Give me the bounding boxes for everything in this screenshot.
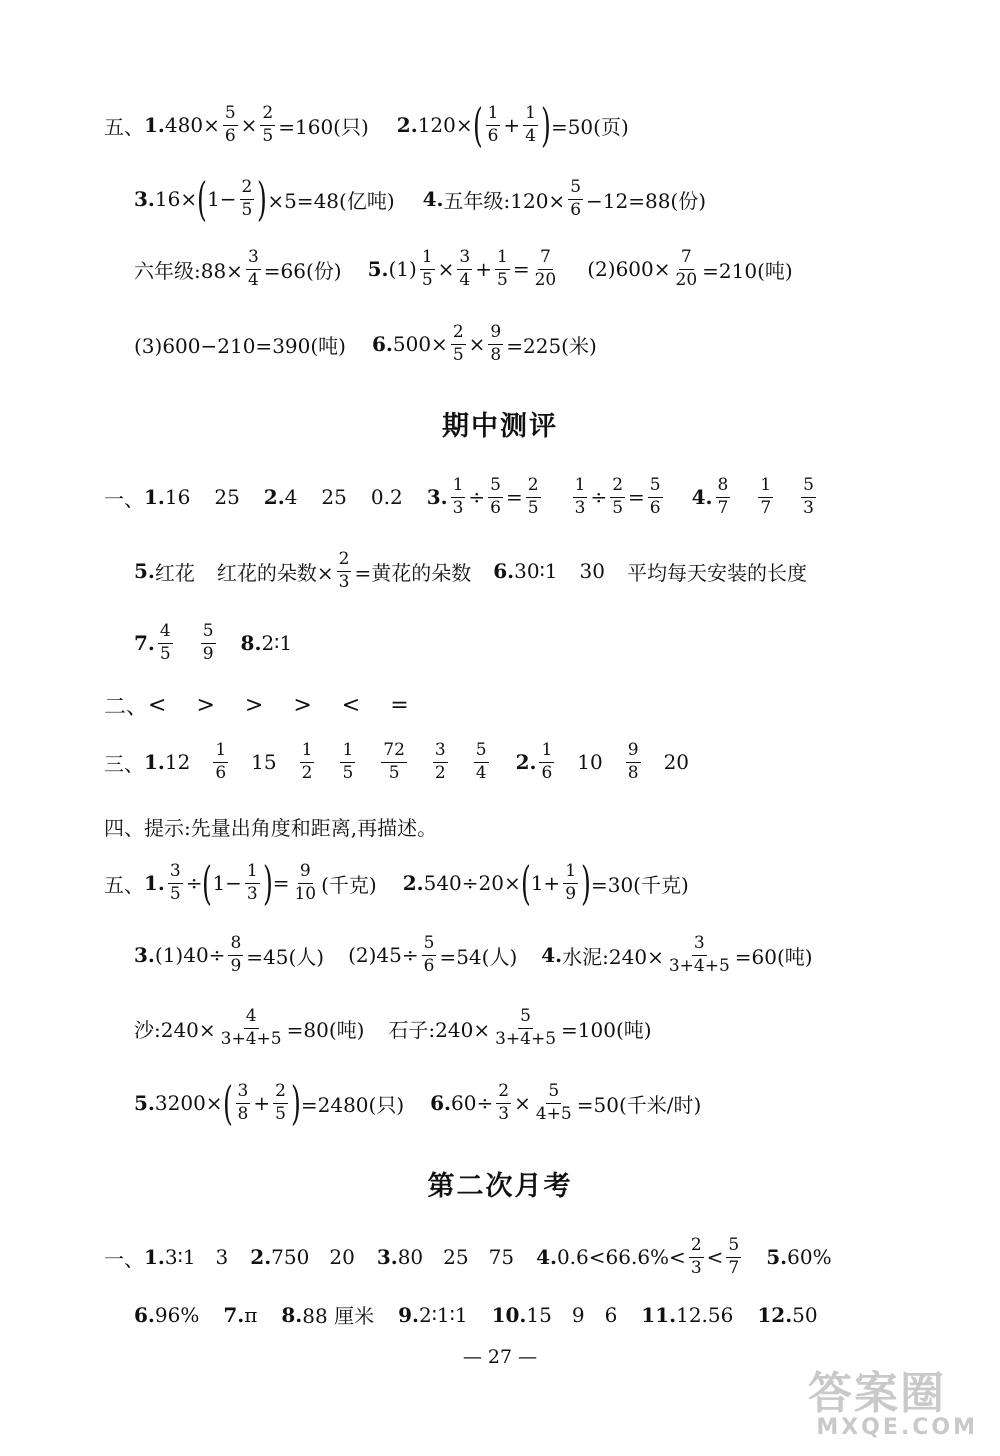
answer-text: =50(千米/时) [576,1092,702,1117]
item-number: 5. [134,1091,155,1115]
answer-text: = [390,693,409,718]
fraction: $\frac{3}{5}$ [169,860,181,904]
fraction: $\frac{8}{7}$ [717,475,729,518]
answer-text: = [272,871,290,895]
answer-text: 80 [397,1245,424,1270]
answer-text: 9 [571,1302,585,1327]
fraction: $\frac{2}{5}$ [262,102,274,146]
answer-text: 30 [579,559,605,584]
fraction: $\frac{2}{5}$ [275,1080,286,1124]
answer-text: 四、提示:先量出角度和距离,再描述。 [104,816,438,840]
answer-text: 石子:240× [388,1017,491,1042]
item-number: 1. [144,871,165,895]
watermark-text: 答案圈 [808,1368,946,1419]
answer-text: × [437,257,455,282]
answer-text: 水泥:240× [562,944,664,969]
answer-text: < [706,1245,724,1270]
fraction: $\frac{4}{3+4+5}$ [220,1006,282,1049]
answer-line [104,1236,1000,1278]
item-number: 2. [250,1245,272,1270]
answer-text: 15 [526,1302,552,1327]
answer-line [134,622,1000,664]
watermark-logo [808,1368,978,1440]
answer-text: 3200× [154,1091,223,1115]
fraction: $\frac{1}{5}$ [421,247,433,290]
answer-text: + [475,257,493,282]
fraction: $\frac{5}{6}$ [649,475,661,518]
item-number: 3. [134,187,155,211]
fraction: $\frac{5}{6}$ [224,102,236,146]
answer-text: 12 [164,750,191,775]
item-number: 6. [134,1302,155,1327]
fraction: $\frac{2}{5}$ [527,475,539,518]
answer-line [134,934,1000,976]
item-number: 5. [766,1245,788,1270]
answer-text: 750 [271,1245,310,1270]
page-number: — 27 — [462,1346,538,1368]
fraction: $\frac{1}{3}$ [246,860,258,904]
fraction: $\frac{1}{3}$ [452,475,464,518]
answer-text: 75 [488,1245,515,1270]
item-number: 1. [144,750,165,775]
answer-text: =160(只) [278,114,369,139]
answer-text: = [506,485,523,510]
item-number: 6. [430,1091,452,1115]
fraction: $\frac{9}{10}$ [294,860,317,904]
fraction: $\frac{3}{2}$ [434,740,446,783]
answer-text: 6 [604,1302,618,1327]
answer-text: π [244,1302,258,1327]
item-number: 4. [536,1245,557,1270]
item-number: 1. [144,1245,165,1270]
answer-text: ÷ [185,871,203,895]
fraction: $\frac{2}{3}$ [498,1080,510,1124]
fraction: $\frac{3}{3+4+5}$ [668,933,730,976]
answer-text: 88 厘米 [302,1304,375,1328]
item-number: 8. [281,1302,303,1327]
answer-text: > [244,693,264,718]
answer-text: (3)600−210=390(吨) [134,333,346,358]
fraction: $\frac{2}{5}$ [241,176,253,220]
item-number: 4. [422,187,444,211]
item-number: 3. [134,943,155,968]
fraction: $\frac{5}{6}$ [490,475,501,518]
answer-text: < [341,693,361,718]
answer-text: 2∶1 [261,631,293,656]
answer-text: × [240,113,258,137]
section-label: 一、 [104,486,144,511]
answer-text: 60% [787,1245,832,1270]
answer-text: 30∶1 [514,559,558,584]
answer-line: 五、 1. $\frac{3}{5}$ ÷ ( 1− $\frac{1}{3}$ ) = $\frac{9}{10}$ (千克) 2. 540÷20× ( 1+ $\frac{1}{9}$ ) =30(千克) [104,856,689,910]
answer-text: =45(人) [246,944,325,969]
item-number: 11. [641,1302,677,1327]
answer-text: 480× [164,113,220,137]
item-number: 1. [144,113,165,137]
answer-text: (千克) [321,872,377,897]
answer-text: (1) [388,257,417,282]
fraction: $\frac{72}{5}$ [383,740,405,783]
fraction: $\frac{9}{8}$ [490,322,502,365]
answer-text: =66(份) [263,258,342,283]
answer-text: > [196,693,215,718]
item-number: 2. [402,871,424,895]
answer-text: =54(人) [439,944,518,969]
fraction: $\frac{3}{4}$ [247,247,259,290]
answer-text: 540÷20× [423,871,521,895]
section-label: 三、 [104,751,144,776]
answer-line [134,248,1000,290]
answer-text: 1+ [530,871,561,895]
answer-text: 20 [329,1245,355,1270]
fraction: $\frac{1}{3}$ [574,475,586,518]
item-number: 7. [223,1302,245,1327]
fraction: $\frac{2}{3}$ [338,549,350,592]
fraction: $\frac{2}{3}$ [690,1235,702,1278]
item-number: 2. [263,485,285,510]
section-title: 第二次月考 [427,1171,573,1202]
answer-line [104,690,1000,721]
answer-text: =60(吨) [734,944,813,969]
section-label: 五、 [104,114,144,139]
section-title: 期中测评 [442,411,558,442]
fraction: $\frac{1}{6}$ [215,740,227,783]
answer-text: 120× [417,113,473,137]
fraction: $\frac{1}{6}$ [487,102,499,146]
fraction: $\frac{5}{3}$ [803,475,814,518]
item-number: 8. [240,631,262,656]
answer-text: ÷ [468,485,486,510]
answer-text: 2∶1∶1 [418,1302,468,1327]
fraction: $\frac{1}{4}$ [525,102,536,146]
answer-text: 10 [577,750,603,775]
answer-text: 沙:240× [134,1017,216,1042]
fraction: $\frac{2}{5}$ [612,475,624,518]
item-number: 10. [491,1302,527,1327]
answer-text: 12.56 [676,1302,734,1327]
answer-text: 60÷ [451,1091,494,1115]
item-number: 5. [367,257,389,282]
fraction: $\frac{1}{7}$ [760,475,772,518]
answer-text: 16 [164,485,191,510]
answer-text: 1− [212,871,242,895]
answer-text: ÷ [590,485,608,510]
item-number: 3. [426,485,448,510]
answer-text: × [514,1091,531,1115]
fraction: $\frac{5}{3+4+5}$ [495,1006,557,1049]
answer-line [104,741,1000,783]
answer-text: −12=88(份) [586,188,707,213]
answer-text: =黄花的朵数 [354,560,472,585]
section-label: 二、 [104,695,149,720]
fraction: $\frac{1}{9}$ [565,860,577,904]
answer-text: 红花 [154,560,195,585]
answer-text: =225(米) [506,333,597,358]
answer-text: (1)40÷ [154,943,226,968]
answer-text: ×5=48(亿吨) [267,188,395,213]
answer-text: 96% [154,1302,200,1327]
answer-line: 五、 1. 480× $\frac{5}{6}$ × $\frac{2}{5}$ =160(只) 2. 120× ( $\frac{1}{6}$ + $\frac{1}{4}$ ) =50(页) [104,98,629,152]
answer-text: 4 [284,485,298,510]
answer-text: (2)45÷ [348,943,419,968]
fraction: $\frac{1}{5}$ [497,247,508,290]
answer-text: 15 [251,750,277,775]
fraction: $\frac{7}{20}$ [675,247,698,290]
answer-text: 50 [792,1302,818,1327]
answer-text: 16× [154,187,198,211]
item-number: 6. [371,332,393,357]
fraction: $\frac{1}{6}$ [541,740,553,783]
answer-text: 0.2 [370,485,403,510]
item-number: 7. [134,631,155,656]
answer-text: = [628,485,645,510]
item-number: 9. [398,1302,419,1327]
answer-text: 3∶1 [164,1245,196,1270]
fraction: $\frac{3}{8}$ [237,1080,249,1124]
fraction: $\frac{5}{4+5}$ [535,1080,572,1124]
fraction: $\frac{5}{9}$ [202,621,214,664]
answer-text: < [148,693,167,718]
answer-line [104,476,1000,518]
section-label: 五、 [104,872,144,897]
fraction: $\frac{5}{6}$ [570,176,582,220]
answer-line [134,323,1000,365]
answer-line [104,812,1000,841]
item-number: 6. [493,559,515,584]
item-number: 1. [144,485,165,510]
answer-text: (2)600× [587,257,671,282]
item-number: 4. [691,485,713,510]
answer-text: + [503,113,521,137]
fraction: $\frac{3}{4}$ [459,247,471,290]
answer-text: =100(吨) [561,1017,652,1042]
answer-text: =30(千克) [590,872,689,897]
item-number: 4. [541,943,563,968]
watermark-url: MXQE.COM [816,1415,978,1440]
item-number: 3. [376,1245,398,1270]
answer-text: 0.6<66.6%< [556,1245,686,1270]
answer-text: =50(页) [550,114,629,139]
fraction: $\frac{5}{6}$ [423,933,435,976]
answer-line [134,550,1000,592]
answer-line: 5. 3200× ( $\frac{3}{8}$ + $\frac{2}{5}$ ) =2480(只) 6. 60÷ $\frac{2}{3}$ × $\frac{5}{4+5}$ =50(千米/时) [134,1076,702,1130]
fraction: $\frac{2}{5}$ [452,322,464,365]
item-number: 5. [134,559,155,584]
answer-text: 六年级:88× [134,258,243,283]
answer-text: + [253,1091,271,1115]
answer-text: =210(吨) [702,258,793,283]
answer-text: 1− [207,187,237,211]
answer-text: 平均每天安装的长度 [626,560,807,585]
answer-text: 25 [321,485,347,510]
fraction: $\frac{1}{2}$ [301,740,313,783]
answer-text: > [293,693,312,718]
fraction: $\frac{1}{5}$ [342,740,354,783]
item-number: 2. [515,750,537,775]
answer-text: 3 [215,1245,229,1270]
answer-text: 25 [214,485,240,510]
answer-text: 25 [443,1245,469,1270]
fraction: $\frac{5}{7}$ [728,1235,740,1278]
answer-line [134,1300,1000,1329]
fraction: $\frac{9}{8}$ [627,740,639,783]
answer-text: =80(吨) [286,1017,365,1042]
answer-text: 20 [663,750,690,775]
answer-text: =2480(只) [300,1092,405,1117]
answer-text: = [512,257,530,282]
fraction: $\frac{8}{9}$ [230,933,242,976]
answer-text: 红花的朵数× [216,560,334,585]
answer-line: 3. 16× ( 1− $\frac{2}{5}$ ) ×5=48(亿吨) 4. 五年级:120× $\frac{5}{6}$ −12=88(份) [134,172,707,226]
answer-text: 500× [392,332,448,357]
answer-text: 五年级:120× [443,188,566,213]
fraction: $\frac{5}{4}$ [475,740,487,783]
answer-text: × [468,332,486,357]
item-number: 12. [757,1302,793,1327]
fraction: $\frac{4}{5}$ [159,621,171,664]
item-number: 2. [396,113,418,137]
fraction: $\frac{7}{20}$ [534,247,557,290]
section-label: 一、 [104,1246,144,1271]
answer-line [134,1007,1000,1049]
